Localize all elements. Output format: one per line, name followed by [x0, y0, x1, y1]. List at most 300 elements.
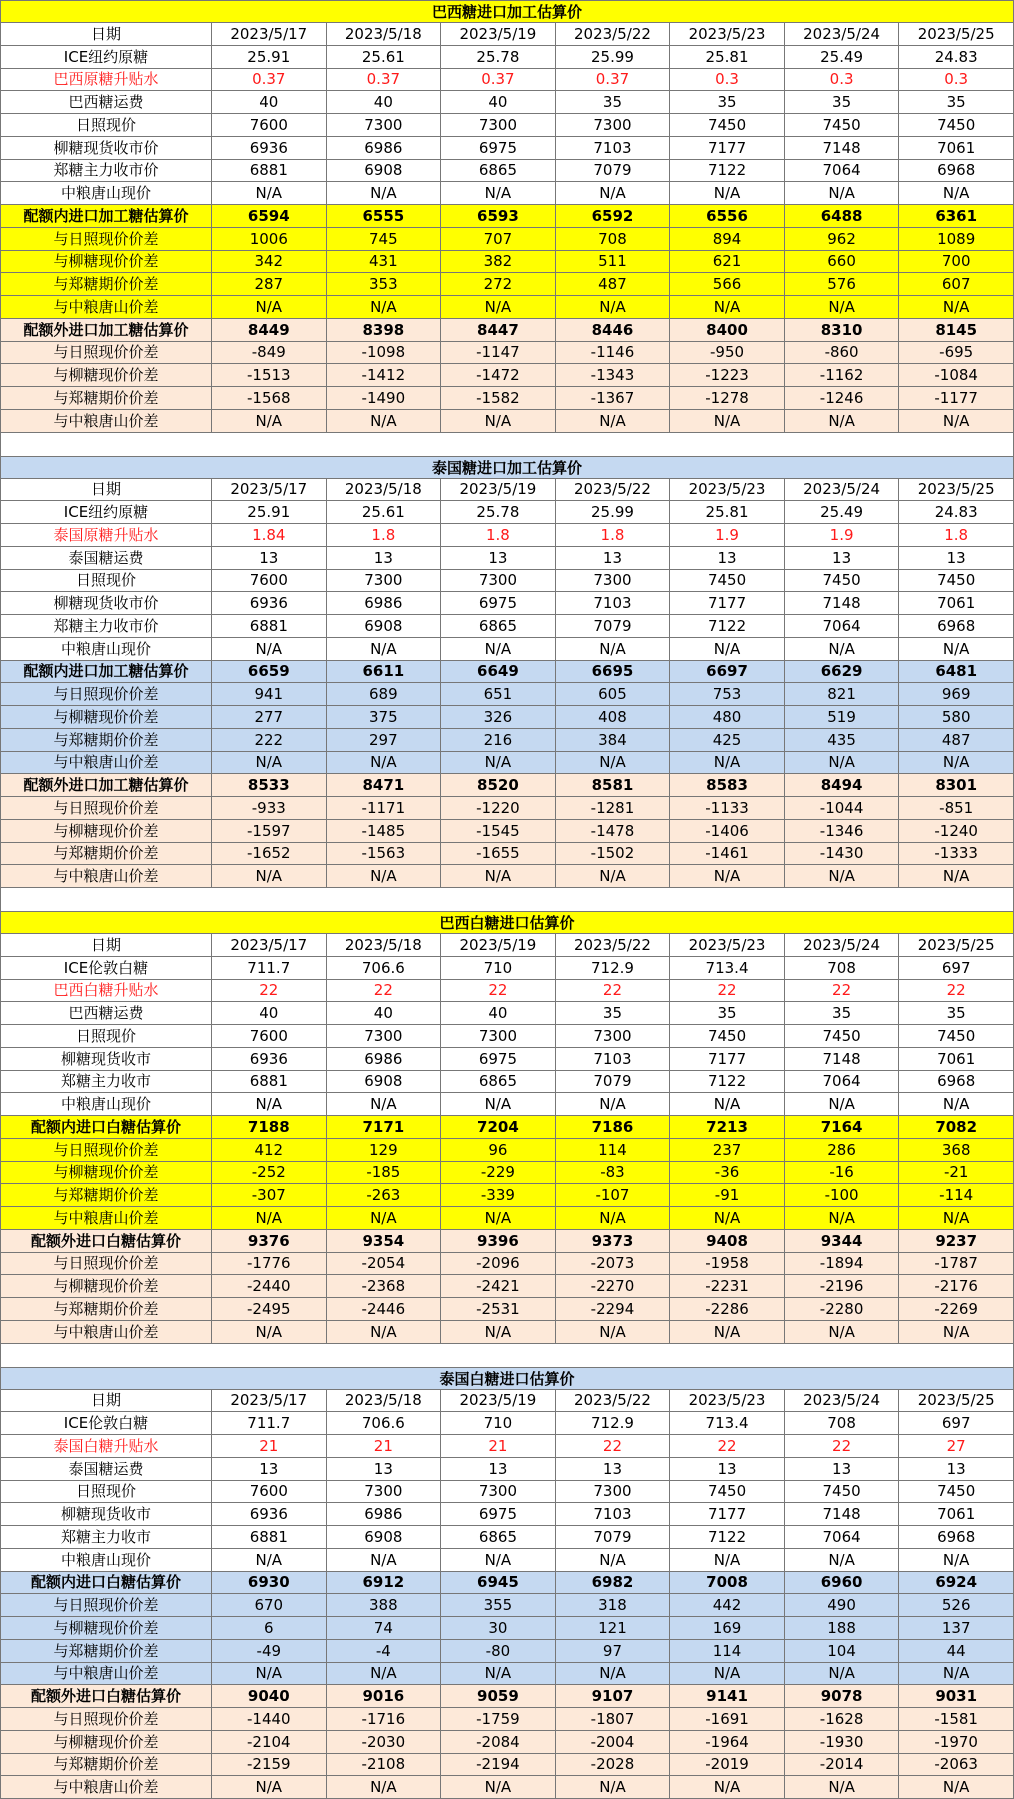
table-cell: 9396 — [441, 1229, 556, 1252]
row-label: 中粮唐山现价 — [1, 182, 212, 205]
table-cell: 13 — [326, 1457, 441, 1480]
table-cell: N/A — [670, 182, 785, 205]
table-cell: 700 — [899, 250, 1014, 273]
table-cell: 237 — [670, 1138, 785, 1161]
table-cell: 35 — [899, 91, 1014, 114]
table-cell: -49 — [212, 1639, 327, 1662]
table-cell: 711.7 — [212, 1412, 327, 1435]
table-cell: 277 — [212, 706, 327, 729]
table-cell: -1581 — [899, 1708, 1014, 1731]
table-cell: 8449 — [212, 318, 327, 341]
estimate-section — [0, 911, 1014, 1367]
table-cell: 9016 — [326, 1685, 441, 1708]
table-cell: N/A — [212, 1548, 327, 1571]
table-row — [1, 227, 1014, 250]
table-cell: 7450 — [670, 1480, 785, 1503]
table-cell: N/A — [441, 865, 556, 888]
table-cell: -860 — [784, 341, 899, 364]
table-cell: -1162 — [784, 364, 899, 387]
table-row — [1, 1548, 1014, 1571]
table-row — [1, 774, 1014, 797]
table-cell: 6975 — [441, 1503, 556, 1526]
table-cell: -229 — [441, 1161, 556, 1184]
table-cell: -263 — [326, 1184, 441, 1207]
table-cell: N/A — [441, 409, 556, 432]
table-cell: N/A — [441, 296, 556, 319]
table-cell: -16 — [784, 1161, 899, 1184]
table-cell: 6936 — [212, 136, 327, 159]
table-cell: -1759 — [441, 1708, 556, 1731]
table-cell: -1563 — [326, 842, 441, 865]
table-cell: -2176 — [899, 1275, 1014, 1298]
table-cell: N/A — [670, 1320, 785, 1343]
table-cell: 7450 — [899, 569, 1014, 592]
table-cell: 7148 — [784, 136, 899, 159]
table-row — [1, 979, 1014, 1002]
table-cell: -2108 — [326, 1753, 441, 1776]
table-cell: N/A — [670, 1207, 785, 1230]
table-cell: 9344 — [784, 1229, 899, 1252]
table-cell: N/A — [555, 1207, 670, 1230]
table-cell: 697 — [899, 956, 1014, 979]
table-cell: 7177 — [670, 1047, 785, 1070]
table-cell: 13 — [441, 1457, 556, 1480]
table-cell: 9237 — [899, 1229, 1014, 1252]
table-cell: 6556 — [670, 205, 785, 228]
table-cell: -2196 — [784, 1275, 899, 1298]
row-label: 与郑糖期价价差 — [1, 1298, 212, 1321]
row-label: 与柳糖现价价差 — [1, 1617, 212, 1640]
table-cell: N/A — [441, 1093, 556, 1116]
table-cell: -1461 — [670, 842, 785, 865]
table-cell: N/A — [326, 1320, 441, 1343]
row-label: 与柳糖现价价差 — [1, 706, 212, 729]
table-cell: 7082 — [899, 1116, 1014, 1139]
table-cell: 2023/5/18 — [326, 934, 441, 957]
table-cell: -933 — [212, 797, 327, 820]
table-cell: 6986 — [326, 592, 441, 615]
table-cell: 6865 — [441, 159, 556, 182]
table-cell: 651 — [441, 683, 556, 706]
table-cell: 6594 — [212, 205, 327, 228]
row-label: 与日照现价价差 — [1, 227, 212, 250]
table-cell: 35 — [670, 1002, 785, 1025]
table-cell: 710 — [441, 956, 556, 979]
table-cell: N/A — [326, 751, 441, 774]
table-cell: 7079 — [555, 1070, 670, 1093]
table-cell: 21 — [212, 1435, 327, 1458]
table-cell: 412 — [212, 1138, 327, 1161]
table-cell: 7164 — [784, 1116, 899, 1139]
table-cell: -1406 — [670, 819, 785, 842]
table-cell: -1478 — [555, 819, 670, 842]
table-cell: 6936 — [212, 1503, 327, 1526]
table-cell: 22 — [670, 1435, 785, 1458]
table-cell: 7177 — [670, 1503, 785, 1526]
table-cell: N/A — [212, 1093, 327, 1116]
table-cell: 24.83 — [899, 45, 1014, 68]
row-label: 与中粮唐山价差 — [1, 1207, 212, 1230]
table-cell: 7600 — [212, 1025, 327, 1048]
table-cell: 1.84 — [212, 524, 327, 547]
table-cell: 6649 — [441, 660, 556, 683]
estimate-table — [0, 933, 1014, 1344]
table-cell: 6881 — [212, 159, 327, 182]
table-row — [1, 1002, 1014, 1025]
table-cell: -849 — [212, 341, 327, 364]
row-label: 日照现价 — [1, 569, 212, 592]
table-cell: 1.8 — [555, 524, 670, 547]
table-cell: 7450 — [784, 1480, 899, 1503]
table-cell: -2004 — [555, 1730, 670, 1753]
table-cell: 9059 — [441, 1685, 556, 1708]
table-cell: 13 — [784, 1457, 899, 1480]
table-cell: N/A — [212, 1207, 327, 1230]
table-cell: -2286 — [670, 1298, 785, 1321]
table-cell: 894 — [670, 227, 785, 250]
section-title: 巴西糖进口加工估算价 — [0, 0, 1014, 22]
table-cell: 7122 — [670, 615, 785, 638]
table-cell: -83 — [555, 1161, 670, 1184]
table-cell: 7300 — [441, 1025, 556, 1048]
table-cell: 2023/5/25 — [899, 478, 1014, 501]
table-row — [1, 1594, 1014, 1617]
table-cell: 114 — [555, 1138, 670, 1161]
table-cell: 1.9 — [784, 524, 899, 547]
table-cell: 526 — [899, 1594, 1014, 1617]
row-label: 日期 — [1, 1389, 212, 1412]
table-cell: 7450 — [899, 114, 1014, 137]
table-cell: 22 — [555, 979, 670, 1002]
table-cell: N/A — [212, 1662, 327, 1685]
table-cell: 689 — [326, 683, 441, 706]
table-row — [1, 1412, 1014, 1435]
row-label: 与郑糖期价价差 — [1, 1184, 212, 1207]
table-cell: N/A — [326, 1662, 441, 1685]
table-cell: N/A — [441, 1548, 556, 1571]
table-cell: -1485 — [326, 819, 441, 842]
table-cell: -1964 — [670, 1730, 785, 1753]
table-cell: 6865 — [441, 615, 556, 638]
table-cell: 13 — [899, 546, 1014, 569]
table-cell: -2194 — [441, 1753, 556, 1776]
table-cell: -107 — [555, 1184, 670, 1207]
table-cell: 2023/5/25 — [899, 23, 1014, 46]
row-label: 巴西糖运费 — [1, 1002, 212, 1025]
table-cell: 13 — [899, 1457, 1014, 1480]
table-cell: -1716 — [326, 1708, 441, 1731]
table-cell: -2028 — [555, 1753, 670, 1776]
table-cell: 6697 — [670, 660, 785, 683]
table-row — [1, 546, 1014, 569]
row-label: 与日照现价价差 — [1, 797, 212, 820]
table-cell: 7103 — [555, 592, 670, 615]
table-cell: N/A — [899, 296, 1014, 319]
table-cell: -851 — [899, 797, 1014, 820]
table-cell: -80 — [441, 1639, 556, 1662]
table-cell: -1930 — [784, 1730, 899, 1753]
section-title: 泰国白糖进口估算价 — [0, 1367, 1014, 1389]
table-cell: -2063 — [899, 1753, 1014, 1776]
table-cell: 710 — [441, 1412, 556, 1435]
table-cell: 2023/5/18 — [326, 23, 441, 46]
table-row — [1, 1526, 1014, 1549]
table-cell: 6629 — [784, 660, 899, 683]
table-cell: 9031 — [899, 1685, 1014, 1708]
table-cell: 708 — [784, 956, 899, 979]
table-cell: 2023/5/23 — [670, 478, 785, 501]
table-cell: 442 — [670, 1594, 785, 1617]
table-row — [1, 1229, 1014, 1252]
table-row — [1, 91, 1014, 114]
table-cell: N/A — [441, 1320, 556, 1343]
table-cell: 7600 — [212, 1480, 327, 1503]
row-label: 与中粮唐山价差 — [1, 751, 212, 774]
table-cell: 6936 — [212, 1047, 327, 1070]
table-cell: N/A — [326, 1776, 441, 1799]
table-cell: 13 — [670, 1457, 785, 1480]
table-cell: 621 — [670, 250, 785, 273]
table-cell: N/A — [670, 637, 785, 660]
table-cell: 2023/5/23 — [670, 23, 785, 46]
table-cell: N/A — [899, 1207, 1014, 1230]
table-cell: -1430 — [784, 842, 899, 865]
table-cell: 708 — [784, 1412, 899, 1435]
table-cell: -1343 — [555, 364, 670, 387]
row-label: 柳糖现货收市 — [1, 1047, 212, 1070]
table-row — [1, 797, 1014, 820]
table-cell: N/A — [212, 751, 327, 774]
table-cell: 6908 — [326, 1070, 441, 1093]
table-cell: -1281 — [555, 797, 670, 820]
table-row — [1, 68, 1014, 91]
table-cell: 2023/5/19 — [441, 478, 556, 501]
table-cell: 7148 — [784, 1047, 899, 1070]
table-cell: 7600 — [212, 114, 327, 137]
row-label: 配额内进口加工糖估算价 — [1, 205, 212, 228]
table-cell: -1652 — [212, 842, 327, 865]
table-cell: N/A — [899, 409, 1014, 432]
table-cell: -2421 — [441, 1275, 556, 1298]
table-cell: -1970 — [899, 1730, 1014, 1753]
row-label: 与中粮唐山价差 — [1, 865, 212, 888]
table-cell: 660 — [784, 250, 899, 273]
table-cell: 6908 — [326, 615, 441, 638]
table-cell: 6881 — [212, 1070, 327, 1093]
row-label: 日期 — [1, 478, 212, 501]
table-cell: 7213 — [670, 1116, 785, 1139]
table-cell: 7300 — [326, 114, 441, 137]
table-row — [1, 136, 1014, 159]
row-label: 中粮唐山现价 — [1, 1548, 212, 1571]
table-cell: 7300 — [441, 569, 556, 592]
table-row — [1, 524, 1014, 547]
table-cell: N/A — [555, 1093, 670, 1116]
table-cell: 0.3 — [670, 68, 785, 91]
row-label: 与中粮唐山价差 — [1, 1320, 212, 1343]
table-cell: 519 — [784, 706, 899, 729]
table-cell: 40 — [212, 91, 327, 114]
table-cell: N/A — [555, 182, 670, 205]
table-cell: -1628 — [784, 1708, 899, 1731]
table-cell: 2023/5/22 — [555, 1389, 670, 1412]
table-row — [1, 1161, 1014, 1184]
table-cell: -2446 — [326, 1298, 441, 1321]
table-row — [1, 23, 1014, 46]
table-cell: 7079 — [555, 159, 670, 182]
table-row — [1, 819, 1014, 842]
table-cell: N/A — [899, 1662, 1014, 1685]
table-cell: 435 — [784, 728, 899, 751]
table-cell: N/A — [784, 1207, 899, 1230]
table-cell: N/A — [441, 1207, 556, 1230]
table-cell: -2159 — [212, 1753, 327, 1776]
table-cell: 35 — [784, 1002, 899, 1025]
table-cell: -1346 — [784, 819, 899, 842]
table-row — [1, 1685, 1014, 1708]
table-cell: 0.37 — [212, 68, 327, 91]
table-cell: 25.81 — [670, 45, 785, 68]
table-row — [1, 1662, 1014, 1685]
table-cell: 7300 — [555, 1025, 670, 1048]
row-label: 日照现价 — [1, 1025, 212, 1048]
table-cell: 6936 — [212, 592, 327, 615]
table-cell: 25.61 — [326, 45, 441, 68]
table-cell: 8447 — [441, 318, 556, 341]
table-cell: 7061 — [899, 592, 1014, 615]
table-cell: 2023/5/17 — [212, 1389, 327, 1412]
table-row — [1, 683, 1014, 706]
row-label: 与郑糖期价价差 — [1, 387, 212, 410]
table-cell: N/A — [441, 1662, 556, 1685]
row-label: 郑糖主力收市价 — [1, 615, 212, 638]
table-cell: N/A — [784, 296, 899, 319]
table-cell: 7148 — [784, 1503, 899, 1526]
row-label: 与郑糖期价价差 — [1, 273, 212, 296]
table-cell: 25.99 — [555, 501, 670, 524]
table-cell: N/A — [326, 1093, 441, 1116]
table-cell: -1171 — [326, 797, 441, 820]
table-cell: 2023/5/17 — [212, 934, 327, 957]
table-cell: N/A — [670, 1093, 785, 1116]
row-label: 泰国原糖升贴水 — [1, 524, 212, 547]
table-cell: 6986 — [326, 136, 441, 159]
table-cell: -1044 — [784, 797, 899, 820]
table-cell: N/A — [784, 865, 899, 888]
table-cell: 25.81 — [670, 501, 785, 524]
row-label: 郑糖主力收市 — [1, 1526, 212, 1549]
table-row — [1, 706, 1014, 729]
row-label: 与中粮唐山价差 — [1, 409, 212, 432]
table-cell: 21 — [441, 1435, 556, 1458]
table-cell: 9107 — [555, 1685, 670, 1708]
table-cell: -1412 — [326, 364, 441, 387]
table-cell: 297 — [326, 728, 441, 751]
table-cell: -1513 — [212, 364, 327, 387]
table-cell: 1.9 — [670, 524, 785, 547]
table-row — [1, 1435, 1014, 1458]
table-cell: N/A — [326, 1548, 441, 1571]
table-cell: -1440 — [212, 1708, 327, 1731]
table-cell: 21 — [326, 1435, 441, 1458]
table-cell: 706.6 — [326, 956, 441, 979]
table-row — [1, 205, 1014, 228]
table-cell: -1084 — [899, 364, 1014, 387]
table-cell: 7079 — [555, 615, 670, 638]
table-cell: 7450 — [784, 114, 899, 137]
section-title: 巴西白糖进口估算价 — [0, 911, 1014, 933]
table-cell: N/A — [784, 1320, 899, 1343]
table-cell: 697 — [899, 1412, 1014, 1435]
table-cell: 8520 — [441, 774, 556, 797]
table-row — [1, 296, 1014, 319]
table-cell: -1691 — [670, 1708, 785, 1731]
row-label: ICE伦敦白糖 — [1, 1412, 212, 1435]
table-cell: 712.9 — [555, 956, 670, 979]
row-label: 与日照现价价差 — [1, 1252, 212, 1275]
table-cell: 22 — [784, 979, 899, 1002]
table-row — [1, 956, 1014, 979]
table-cell: 711.7 — [212, 956, 327, 979]
row-label: 与柳糖现价价差 — [1, 250, 212, 273]
table-row — [1, 1093, 1014, 1116]
table-cell: 712.9 — [555, 1412, 670, 1435]
table-cell: -1146 — [555, 341, 670, 364]
table-cell: 7064 — [784, 1526, 899, 1549]
table-cell: 40 — [441, 91, 556, 114]
row-label: 与柳糖现价价差 — [1, 1161, 212, 1184]
table-cell: 7061 — [899, 1503, 1014, 1526]
table-row — [1, 1320, 1014, 1343]
table-cell: 8145 — [899, 318, 1014, 341]
table-cell: 2023/5/25 — [899, 1389, 1014, 1412]
table-cell: -1246 — [784, 387, 899, 410]
table-cell: 1.8 — [441, 524, 556, 547]
table-cell: 355 — [441, 1594, 556, 1617]
table-cell: 6611 — [326, 660, 441, 683]
table-cell: N/A — [899, 1776, 1014, 1799]
table-cell: 9078 — [784, 1685, 899, 1708]
table-row — [1, 1730, 1014, 1753]
table-cell: 2023/5/19 — [441, 934, 556, 957]
table-cell: 2023/5/22 — [555, 478, 670, 501]
table-cell: N/A — [899, 637, 1014, 660]
table-cell: 25.78 — [441, 501, 556, 524]
table-row — [1, 1708, 1014, 1731]
table-cell: 0.37 — [555, 68, 670, 91]
table-cell: 22 — [441, 979, 556, 1002]
table-cell: -2073 — [555, 1252, 670, 1275]
table-row — [1, 637, 1014, 660]
section-spacer — [0, 1344, 1014, 1367]
table-cell: 8398 — [326, 318, 441, 341]
table-cell: 670 — [212, 1594, 327, 1617]
table-cell: 8400 — [670, 318, 785, 341]
table-cell: 368 — [899, 1138, 1014, 1161]
table-cell: -2294 — [555, 1298, 670, 1321]
table-cell: N/A — [212, 865, 327, 888]
table-cell: 7300 — [326, 1480, 441, 1503]
table-cell: 8446 — [555, 318, 670, 341]
table-cell: 6659 — [212, 660, 327, 683]
table-cell: N/A — [441, 182, 556, 205]
table-cell: N/A — [899, 182, 1014, 205]
table-cell: 272 — [441, 273, 556, 296]
table-cell: 7300 — [441, 1480, 556, 1503]
table-cell: 0.3 — [899, 68, 1014, 91]
row-label: 与中粮唐山价差 — [1, 1662, 212, 1685]
table-cell: 7061 — [899, 1047, 1014, 1070]
